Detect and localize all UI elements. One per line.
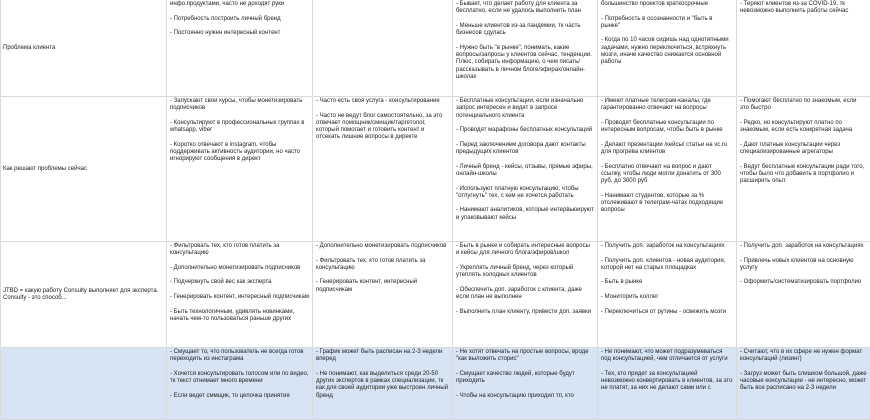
table-cell[interactable] <box>167 0 313 97</box>
table-cell[interactable] <box>167 242 313 348</box>
row-header-cell[interactable] <box>1 97 167 242</box>
cell-text: - Не понимают, что может подразумеваться под консультацией, чем отличается от услуги - Тех, кто придет за консультацией невозможно конвертировать в клиентов, за это не платят, за них не делают сами или с <box>601 349 733 393</box>
cell-text: - Не хотят отвечать на простые вопросы, вроде "как выложить сторис" - Смущает качество людей, которые будут приходить - Чтобы на консультацию приходил тп, кто <box>456 349 594 400</box>
cell-text: - Бывает, что делает работу для клиента за бесплатно, если не удалось выполнить план - Меньше клиентов из-за пандемии, тк часть бизнесов сдулась - Нужно быть "в рынке", понимать, какие вопросы/запросы у клиентов сейчас, тенденции. Плюс, собирать информацию, о чем писать/рассказывать в личном блоге/эфирах/онлайн-школах <box>456 1 594 81</box>
table-cell[interactable] <box>167 97 313 242</box>
table-cell[interactable] <box>453 242 598 348</box>
cell-text: - График может быть расписан на 2-3 недели вперед - Не понимают, как выделиться среди 20-50 других экспертов в рамках специализации, тк как для своей аудитории уже выстроен личный бренд <box>316 349 449 400</box>
table-cell[interactable] <box>313 0 453 97</box>
table-cell[interactable] <box>167 348 313 420</box>
table-row <box>1 0 870 97</box>
cell-text: инфо.продуктами, часто не доходят руки - Потребность построить личный бренд - Постоянно нужен интересный контент <box>170 1 309 37</box>
table-cell[interactable] <box>598 348 737 420</box>
cell-text: - Теряют клиентов из-за COVID-19, тк невозможно выполнить работы сейчас <box>740 1 867 16</box>
cell-text: - Дополнительно монетизировать подписчиков - Фильтровать тех, кто готов платить за консультацию - Генерировать контент, интересный подписчикам <box>316 243 449 294</box>
table-cell[interactable] <box>598 97 737 242</box>
table-cell[interactable] <box>737 0 870 97</box>
cell-text: - Бесплатные консультации, если изначально запрос интересен и видят в запросе потенциального клиента - Проводят марафоны бесплатных консультаций - Перед заключением договора дают контакты предыдущих клиентов - Личный бренд - кейсы, отзывы, прямые эфиры, онлайн-школы - Используют платную консультацию, чтобы "отпугнуть" тех, с кем не хочется работать - Нанимают аналитиков, которые интервьюируют и упаковывают кейсы <box>456 98 594 222</box>
cell-text: Проблема клиента <box>3 45 163 52</box>
table-row <box>1 97 870 242</box>
row-header-cell[interactable] <box>1 348 167 420</box>
cell-text: - Имеют платные телеграм-каналы, где гарантированно отвечают на вопросы - Проводят бесплатные консультации по интересным вопросам, чтобы быть в рынке - Делают презентации /кейсы/ статьи на vc.ru для прогрева клиентов - Бесплатно отвечают на вопрос и дают ссылку, чтобы люди могли донатить от 300 руб. до 3000 руб - Нанимают студентов, которые за % отслеживают в телеграм-чатах подходящие вопросы <box>601 98 733 215</box>
table-cell[interactable] <box>313 348 453 420</box>
table-cell[interactable] <box>453 0 598 97</box>
table-cell[interactable] <box>737 97 870 242</box>
table-row-selected <box>1 348 870 420</box>
cell-text: - Быть в рынке и собирать интересные вопросы и кейсы для личного блога/эфиров/школ - Укреплять личный бренд, через который утеплять холодных клиентов - Обеспечить доп. заработок с клиента, даже если план не выполнен - Выполнить план клиенту, привести доп. заявки <box>456 243 594 316</box>
cell-text: - Фильтровать тех, кто готов платить за консультацию - Дополнительно монетизировать подписчиков - Подчеркнуть свой вес как эксперта - Генерировать контент, интересный подписчикам - Быть технологичным, удивлять новинками, начать чем-то пользоваться раньше других <box>170 243 309 323</box>
cell-text: JTBD = какую работу Consulty выполняет для эксперта. Consulty - это способ... <box>3 288 163 303</box>
table-cell[interactable] <box>598 0 737 97</box>
row-header-cell[interactable] <box>1 0 167 97</box>
cell-text: - Получить доп. заработок на консультациях - Получить доп. клиентов - новая аудитория, которой нет на старых площадках - Быть в рынке - Мониторить коллег - Переключиться от рутины - освежить мозги <box>601 243 733 316</box>
cell-text: - Часто есть своя услуга - консультирование - Часто не ведут блог самостоятельно, за это отвечает помощник/смищик/таргетолог, который помогает и готовить контент и отсекать лишние вопросы в директе <box>316 98 449 142</box>
cell-text: - Помогают бесплатно по знакомым, если это быстро - Редко, но консультируют платно по знакомым, если есть конкретная задача - Дают платные консультации через специализированные агрегаторы - Ведут бесплатные консультации ради того, чтобы было что добавить в портфолио и расширить опыт <box>740 98 867 186</box>
table-cell[interactable] <box>737 242 870 348</box>
cell-text: - Считают, что в их сфере не нужен формат консультаций (лизинг) - Загруз может быть слишком большой, даже часовые консультации - не интересно, может быть все расписано на 2-3 недели <box>740 349 867 393</box>
cell-text: - Запускают свои курсы, чтобы монетизировать подписчиков - Консультируют в профессиональных группах в whatsapp, viber - Коротко отвечают в instagram, чтобы поддерживать активность аудитории, но часто игнорируют сообщения в директ <box>170 98 309 164</box>
row-header-cell[interactable] <box>1 242 167 348</box>
table-cell[interactable] <box>598 242 737 348</box>
cell-text: Как решают проблемы сейчас <box>3 166 163 173</box>
table-cell[interactable] <box>313 97 453 242</box>
table-cell[interactable] <box>453 348 598 420</box>
cell-text: - Смущает то, что пользователь не всегда готов переходить из инстаграма - Хочется консультировать голосом или по видео, тк текст отнимает много времени - Если ведет сммщик, то цепочка принятия <box>170 349 309 400</box>
cell-text: большинство проектов краткосрочные - Потребность в осознанности и "быть в рынке" - Когда по 10 часов сидишь над однотипными задачами, нужно переключиться, встряхнуть мозги, иначе качество снижается основной работы <box>601 1 733 67</box>
table-cell[interactable] <box>313 242 453 348</box>
table-row <box>1 242 870 348</box>
table-cell[interactable] <box>453 97 598 242</box>
cell-text: - Получить доп. заработок на консультациях - Привлечь новых клиентов на основную услугу - Оформить/систематизировать портфолио <box>740 243 867 287</box>
table-cell[interactable] <box>737 348 870 420</box>
